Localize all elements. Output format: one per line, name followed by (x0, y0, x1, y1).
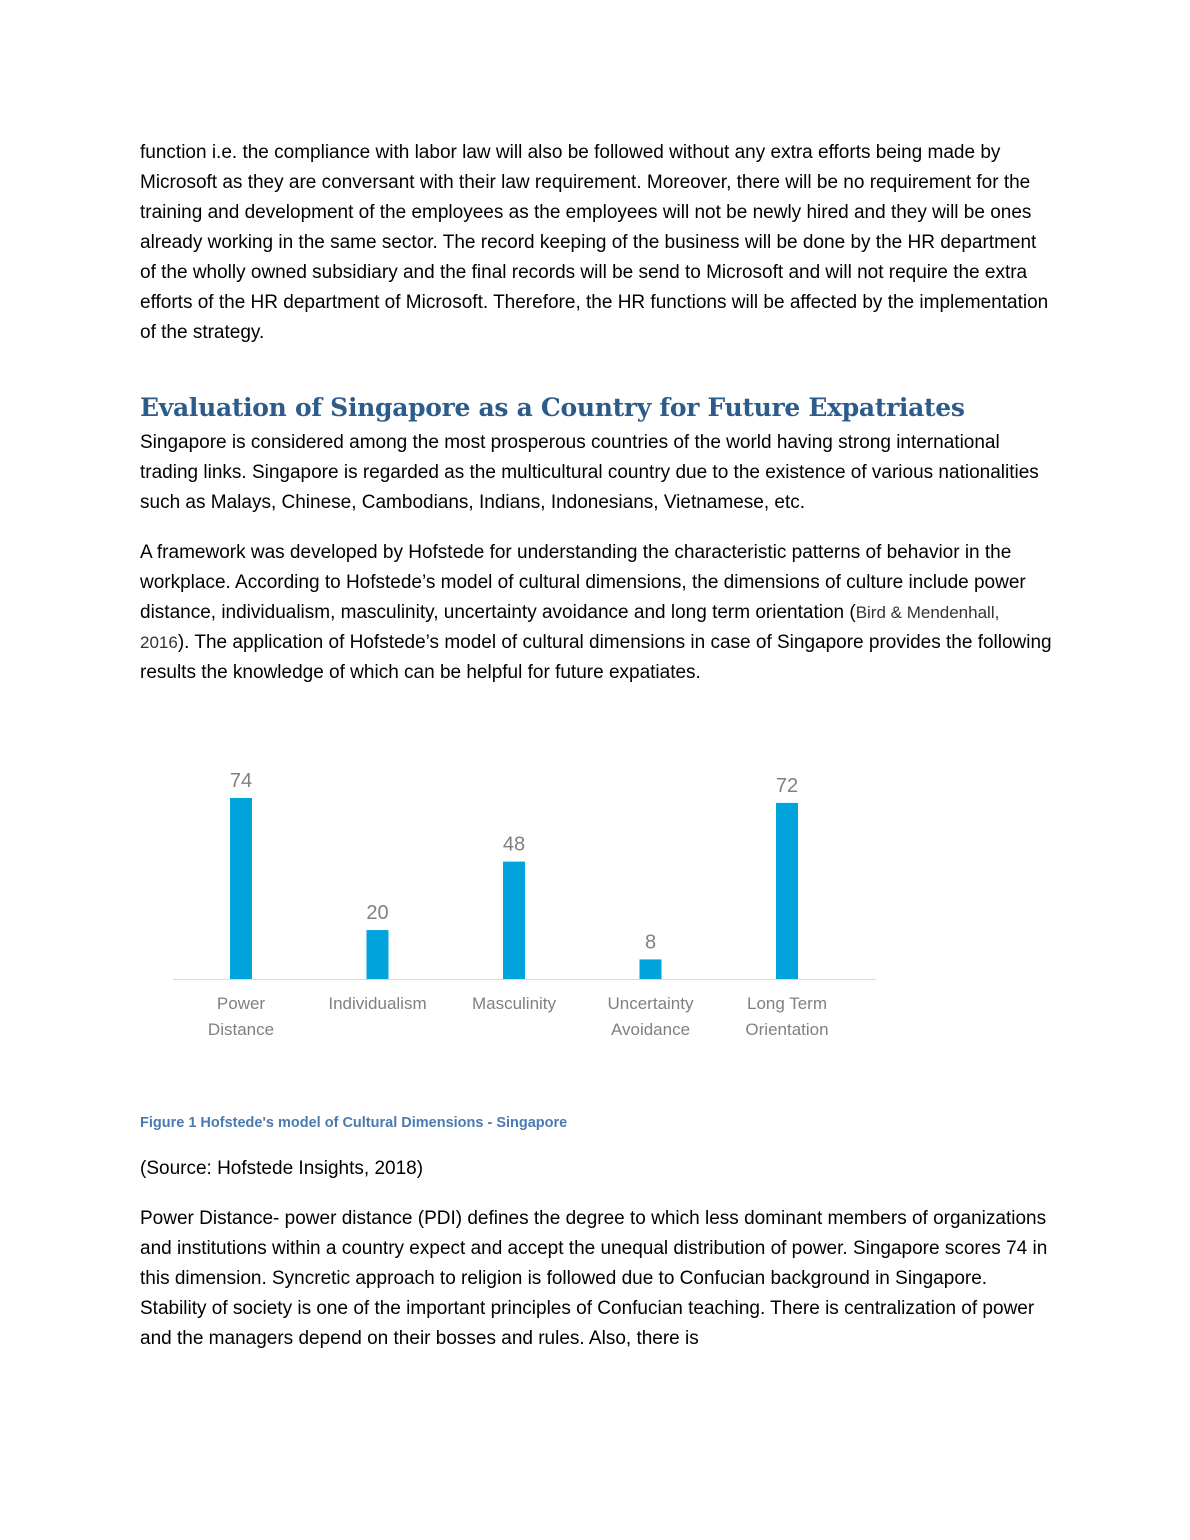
category-label-0-0: Power (216, 994, 266, 1013)
data-label-0: 74 (229, 770, 253, 792)
bar-4 (776, 803, 798, 979)
paragraph-power-distance: Power Distance- power distance (PDI) defines the degree to which less dominant members of organizations and institutions within a country expect and accept the unequal distribution of power. Singapore scores 74 in this dimension. Syncretic approach to religion is followed due to Confucian background in Singapore. Stability of society is one of the important principles of Confucian teaching. There is centralization of power and the managers depend on their bosses and rules. Also, there is (140, 1208, 1048, 1349)
bar-3 (640, 959, 662, 979)
document-body-continued (140, 1204, 1052, 1354)
category-label-0-1: Distance (207, 1020, 275, 1039)
paragraph-hofstede-framework (140, 538, 1052, 688)
category-label-4-1: Orientation (745, 1020, 829, 1039)
category-label-1-0: Individualism (328, 994, 427, 1013)
section-heading: Evaluation of Singapore as a Country for Future Expatriates (140, 393, 965, 422)
figure-caption: Figure 1 Hofstede's model of Cultural Dimensions - Singapore (140, 1115, 568, 1131)
document-body (140, 138, 1052, 688)
data-label-2: 48 (502, 833, 526, 856)
chart-canvas (140, 760, 900, 1060)
bar-2 (503, 862, 525, 979)
figure-source: (Source: Hofstede Insights, 2018) (140, 1158, 424, 1179)
citation: Bird & Mendenhall, 2016 (140, 603, 1000, 652)
bar-1 (367, 930, 389, 979)
category-label-2-0: Masculinity (471, 994, 557, 1013)
data-label-3: 8 (644, 931, 657, 954)
category-label-4-0: Long Term (746, 994, 828, 1013)
paragraph-hr-functions: function i.e. the compliance with labor law will also be followed without any extra efforts being made by Microsoft as they are conversant with their law requirement. Moreover, there will be no requirement for the training and development of the employees as the employees will not be newly hired and they will be ones already working in the same sector. The record keeping of the business will be done by the HR department of the wholly owned subsidiary and the final records will be send to Microsoft and will not require the extra efforts of the HR department of Microsoft. Therefore, the HR functions will be affected by the implementation of the strategy. (140, 142, 1049, 343)
data-label-1: 20 (366, 902, 389, 925)
data-label-4: 72 (775, 774, 799, 797)
hofstede-bar-chart (140, 760, 900, 1060)
paragraph-text-part1: A framework was developed by Hofstede for understanding the characteristic patterns of behavior in the workplace. According to Hofstede’s model of cultural dimensions, the dimensions of culture include power distance, individualism, masculinity, uncertainty avoidance and long term orientation ( (140, 542, 1026, 623)
category-label-3-1: Avoidance (610, 1020, 691, 1039)
category-label-3-0: Uncertainty (607, 994, 694, 1013)
paragraph-singapore-intro: Singapore is considered among the most prosperous countries of the world having strong international trading links. Singapore is regarded as the multicultural country due to the existence of various nationalities such as Malays, Chinese, Cambodians, Indians, Indonesians, Vietnamese, etc. (140, 432, 1039, 513)
paragraph-text-part2: ). The application of Hofstede’s model of cultural dimensions in case of Singapore provides the following results the knowledge of which can be helpful for future expatiates. (140, 632, 1052, 683)
bar-0 (230, 798, 252, 979)
